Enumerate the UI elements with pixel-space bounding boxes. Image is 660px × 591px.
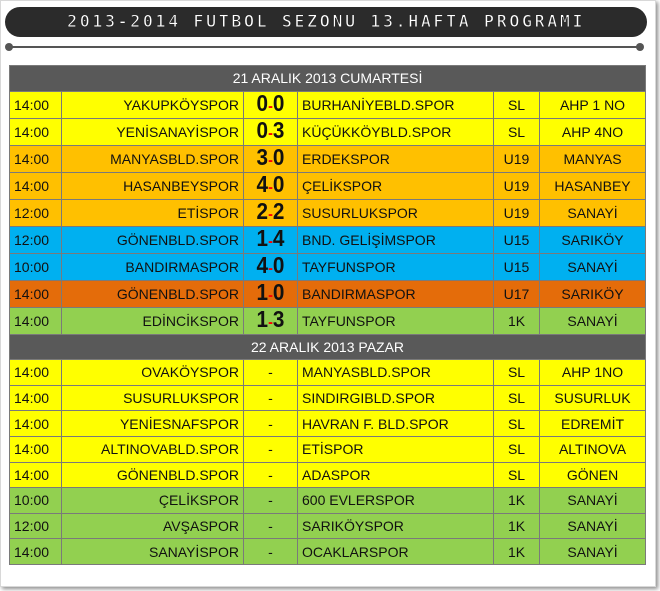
match-score [244,145,298,172]
away-team: OCAKLARSPOR [298,539,494,565]
venue: SANAYİ [540,253,646,280]
venue: SANAYİ [540,307,646,334]
match-row [10,436,646,462]
divider-right-dot [636,43,644,51]
score-placeholder: - [268,543,273,560]
match-score [244,411,298,437]
score-placeholder: - [268,466,273,483]
away-team: ERDEKSPOR [298,145,494,172]
home-team: YAKUPKÖYSPOR [62,91,244,118]
match-score [244,462,298,488]
venue: SARIKÖY [540,226,646,253]
category: SL [494,91,540,118]
away-team: SUSURLUKSPOR [298,199,494,226]
score-separator: - [268,205,273,223]
score-separator: - [268,124,273,142]
match-time: 14:00 [10,462,62,488]
match-score [244,226,298,253]
match-time: 14:00 [10,172,62,199]
away-goals: 0 [272,91,285,116]
category: U15 [494,253,540,280]
match-score [244,118,298,145]
match-row [10,462,646,488]
home-team: MANYASBLD.SPOR [62,145,244,172]
score-value [257,227,285,253]
title-bar [5,7,647,37]
category: SL [494,436,540,462]
score-placeholder: - [268,415,273,432]
match-score [244,488,298,514]
day-header: 22 ARALIK 2013 PAZAR [10,334,646,360]
match-score [244,91,298,118]
category: U15 [494,226,540,253]
match-time: 14:00 [10,145,62,172]
category: U19 [494,172,540,199]
fixture-table [9,65,646,565]
match-time: 14:00 [10,539,62,565]
venue: AHP 1 NO [540,91,646,118]
match-time: 12:00 [10,226,62,253]
category: SL [494,118,540,145]
score-separator: - [268,97,273,115]
score-value [257,146,285,172]
home-team: GÖNENBLD.SPOR [62,280,244,307]
away-team: BND. GELİŞİMSPOR [298,226,494,253]
home-goals: 3 [256,145,269,170]
category: SL [494,360,540,386]
match-score [244,385,298,411]
home-goals: 1 [256,226,269,251]
match-time: 10:00 [10,253,62,280]
match-score [244,539,298,565]
match-row [10,539,646,565]
away-team: ADASPOR [298,462,494,488]
home-team: YENİESNAFSPOR [62,411,244,437]
match-row [10,307,646,334]
day-header: 21 ARALIK 2013 CUMARTESİ [10,66,646,92]
home-goals: 0 [256,118,269,143]
score-placeholder: - [268,441,273,458]
away-team: BANDIRMASPOR [298,280,494,307]
score-separator: - [268,232,273,250]
category: SL [494,411,540,437]
away-team: SINDIRGIBLD.SPOR [298,385,494,411]
score-value [257,308,285,334]
category: SL [494,462,540,488]
day-header-row [10,66,646,92]
category: SL [494,385,540,411]
away-goals: 3 [272,307,285,332]
away-team: MANYASBLD.SPOR [298,360,494,386]
home-team: ÇELİKSPOR [62,488,244,514]
away-team: 600 EVLERSPOR [298,488,494,514]
score-value [257,119,285,145]
match-score [244,253,298,280]
title-divider [9,46,639,48]
home-team: OVAKÖYSPOR [62,360,244,386]
match-time: 12:00 [10,199,62,226]
home-team: GÖNENBLD.SPOR [62,226,244,253]
match-time: 14:00 [10,307,62,334]
away-team: SARIKÖYSPOR [298,513,494,539]
away-goals: 0 [272,145,285,170]
away-team: BURHANİYEBLD.SPOR [298,91,494,118]
away-team: HAVRAN F. BLD.SPOR [298,411,494,437]
score-placeholder: - [268,364,273,381]
home-team: SUSURLUKSPOR [62,385,244,411]
away-team: TAYFUNSPOR [298,253,494,280]
away-team: KÜÇÜKKÖYBLD.SPOR [298,118,494,145]
category: 1K [494,539,540,565]
home-team: YENİSANAYİSPOR [62,118,244,145]
home-team: HASANBEYSPOR [62,172,244,199]
category: U19 [494,145,540,172]
home-goals: 0 [256,91,269,116]
match-row [10,411,646,437]
category: U19 [494,199,540,226]
match-time: 14:00 [10,360,62,386]
home-goals: 4 [256,172,269,197]
venue: AHP 1NO [540,360,646,386]
score-separator: - [268,286,273,304]
match-score [244,172,298,199]
score-separator: - [268,151,273,169]
match-time: 14:00 [10,411,62,437]
score-value [257,92,285,118]
home-goals: 2 [256,199,269,224]
match-time: 14:00 [10,280,62,307]
home-team: BANDIRMASPOR [62,253,244,280]
match-score [244,280,298,307]
match-row [10,360,646,386]
venue: AHP 4NO [540,118,646,145]
venue: GÖNEN [540,462,646,488]
match-score [244,513,298,539]
score-value [257,173,285,199]
away-goals: 2 [272,199,285,224]
match-score [244,436,298,462]
match-row [10,488,646,514]
match-score [244,199,298,226]
match-row [10,385,646,411]
away-team: ÇELİKSPOR [298,172,494,199]
home-team: AVŞASPOR [62,513,244,539]
away-team: TAYFUNSPOR [298,307,494,334]
match-row [10,253,646,280]
venue: SANAYİ [540,199,646,226]
match-row [10,118,646,145]
away-goals: 0 [272,172,285,197]
venue: HASANBEY [540,172,646,199]
home-goals: 1 [256,280,269,305]
home-team: ETİSPOR [62,199,244,226]
home-goals: 1 [256,307,269,332]
venue: MANYAS [540,145,646,172]
venue: SANAYİ [540,513,646,539]
home-team: GÖNENBLD.SPOR [62,462,244,488]
day-header-row [10,334,646,360]
venue: SARIKÖY [540,280,646,307]
match-time: 14:00 [10,91,62,118]
home-team: SANAYİSPOR [62,539,244,565]
match-time: 14:00 [10,118,62,145]
venue: EDREMİT [540,411,646,437]
match-row [10,280,646,307]
score-placeholder: - [268,492,273,509]
score-placeholder: - [268,390,273,407]
page-title: 2013-2014 FUTBOL SEZONU 13.HAFTA PROGRAMI [66,12,586,32]
venue: SUSURLUK [540,385,646,411]
category: 1K [494,513,540,539]
category: 1K [494,488,540,514]
match-row [10,199,646,226]
away-goals: 0 [272,253,285,278]
match-score [244,307,298,334]
away-team: ETİSPOR [298,436,494,462]
match-time: 14:00 [10,436,62,462]
match-row [10,145,646,172]
match-row [10,91,646,118]
home-team: ALTINOVABLD.SPOR [62,436,244,462]
match-time: 12:00 [10,513,62,539]
home-team: EDİNCİKSPOR [62,307,244,334]
match-row [10,513,646,539]
category: U17 [494,280,540,307]
away-goals: 3 [272,118,285,143]
score-value [257,200,285,226]
category: 1K [494,307,540,334]
score-separator: - [268,178,273,196]
away-goals: 4 [272,226,285,251]
venue: SANAYİ [540,488,646,514]
match-time: 14:00 [10,385,62,411]
score-value [257,254,285,280]
score-separator: - [268,259,273,277]
score-value [257,281,285,307]
away-goals: 0 [272,280,285,305]
home-goals: 4 [256,253,269,278]
score-separator: - [268,313,273,331]
venue: SANAYİ [540,539,646,565]
venue: ALTINOVA [540,436,646,462]
match-row [10,172,646,199]
match-time: 10:00 [10,488,62,514]
match-score [244,360,298,386]
match-row [10,226,646,253]
score-placeholder: - [268,518,273,535]
